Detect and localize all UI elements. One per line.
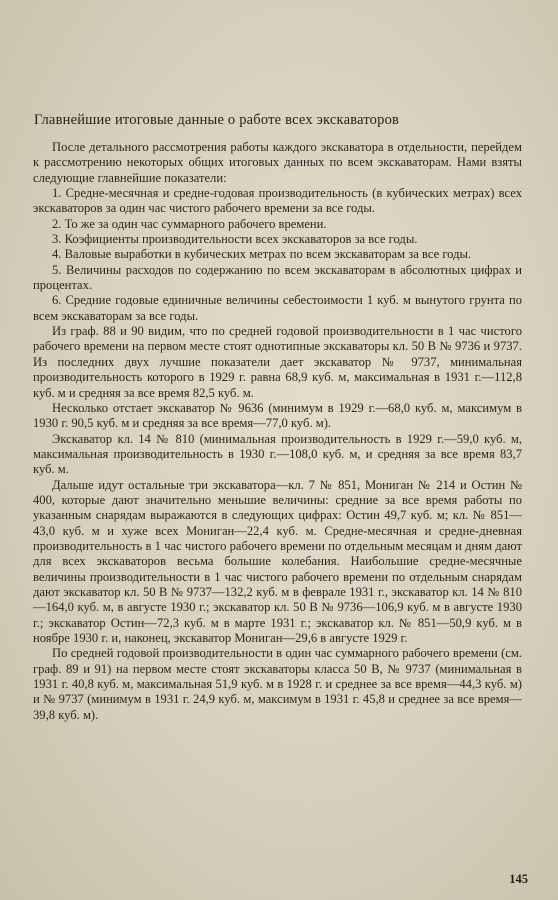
paragraph-item-6: 6. Средние годовые единичные величины себестоимости 1 куб. м вынутого грунта по всем экскаваторам за все годы. bbox=[33, 293, 522, 323]
paragraph-item-1: 1. Средне-месячная и средне-годовая производительность (в кубических метрах) всех экскаваторов за один час чистого рабочего времени за все годы. bbox=[33, 186, 522, 216]
paragraph-item-2: 2. То же за один час суммарного рабочего времени. bbox=[52, 216, 327, 231]
paragraph-excavator-9636: Несколько отстает экскаватор № 9636 (минимум в 1929 г.—68,0 куб. м, максимум в 1930 г. 90,5 куб. м и средняя за все время—77,0 куб. м). bbox=[33, 400, 522, 431]
paragraph-item-3: 3. Коэфициенты производительности всех экскаваторов за все годы. bbox=[52, 232, 418, 247]
paragraph-graphs-88-90: Из граф. 88 и 90 видим, что по средней годовой производительности в 1 час чистого рабочего времени на первом месте стоят однотипные экскаваторы кл. 50 В № 9736 и 9737. Из последних двух лучшие показатели дает экскаватор № 9737, минимальная производительность которого в 1929 г. равна 68,9 куб. м, максимальная в 1931 г.—112,8 куб. м и средняя за все время 82,5 куб. м. bbox=[33, 324, 522, 400]
paragraph-item-5: 5. Величины расходов по содержанию по всем экскаваторам в абсолютных цифрах и процентах. bbox=[33, 262, 522, 293]
paragraph-intro: После детального рассмотрения работы каждого экскаватора в отдельности, перейдем к рассмотрению некоторых общих итоговых данных по всем экскаваторам. Нами взяты следующие главнейшие показатели: bbox=[33, 140, 522, 185]
paragraph-summary-time: По средней годовой производительности в один час суммарного рабочего времени (см. граф. 89 и 91) на первом месте стоят экскаваторы класса 50 В, № 9737 (минимальная в 1931 г. 40,8 куб. м, максимальная 51,9 куб. м в 1928 г. и среднее за все время—44,3 куб. м) и № 9737 (минимум в 1931 г. 24,9 куб. м, максимум в 1931 г. 45,8 и среднее за все время—39,8 куб. м). bbox=[33, 646, 522, 722]
page-number: 145 bbox=[509, 872, 528, 886]
paragraph-other-excavators: Дальше идут остальные три экскаватора—кл. 7 № 851, Мониган № 214 и Остин № 400, которые дают значительно меньшие величины: средние за все время работы по указанным снарядам выражаются в следующих цифрах: Остин 49,7 куб. м; кл. № 851—43,0 куб. м и хуже всех Мониган—22,4 куб. м. Средне-месячная и средне-дневная производительность в 1 час чистого рабочего времени по отдельным месяцам и дням дают для всех экскаваторов весьма большие колебания. Наибольшие средне-месячные величины производительности в 1 час чистого рабочего времени по отдельным снарядам дают экскаватор кл. 50 В № 9737—132,2 куб. м в феврале 1931 г., экскаватор кл. 14 № 810—164,0 куб. м, в августе 1930 г.; экскаватор кл. 50 В № 9736—106,9 куб. м в августе 1930 г.; экскаватор Остин—72,3 куб. м в марте 1931 г.; экскаватор кл. № 851—50,9 куб. м в ноябре 1930 г. и, наконец, экскаватор Мониган—29,6 в августе 1929 г. bbox=[33, 477, 522, 645]
paragraph-item-4: 4. Валовые выработки в кубических метрах по всем экскаваторам за все годы. bbox=[52, 247, 472, 262]
paragraph-excavator-810: Экскаватор кл. 14 № 810 (минимальная производительность в 1929 г.—59,0 куб. м, максимальная производительность в 1930 г.—108,0 куб. м, и средняя за все время 83,7 куб. м. bbox=[33, 431, 522, 477]
section-heading: Главнейшие итоговые данные о работе всех экскаваторов bbox=[34, 112, 400, 128]
body-text bbox=[33, 140, 522, 723]
